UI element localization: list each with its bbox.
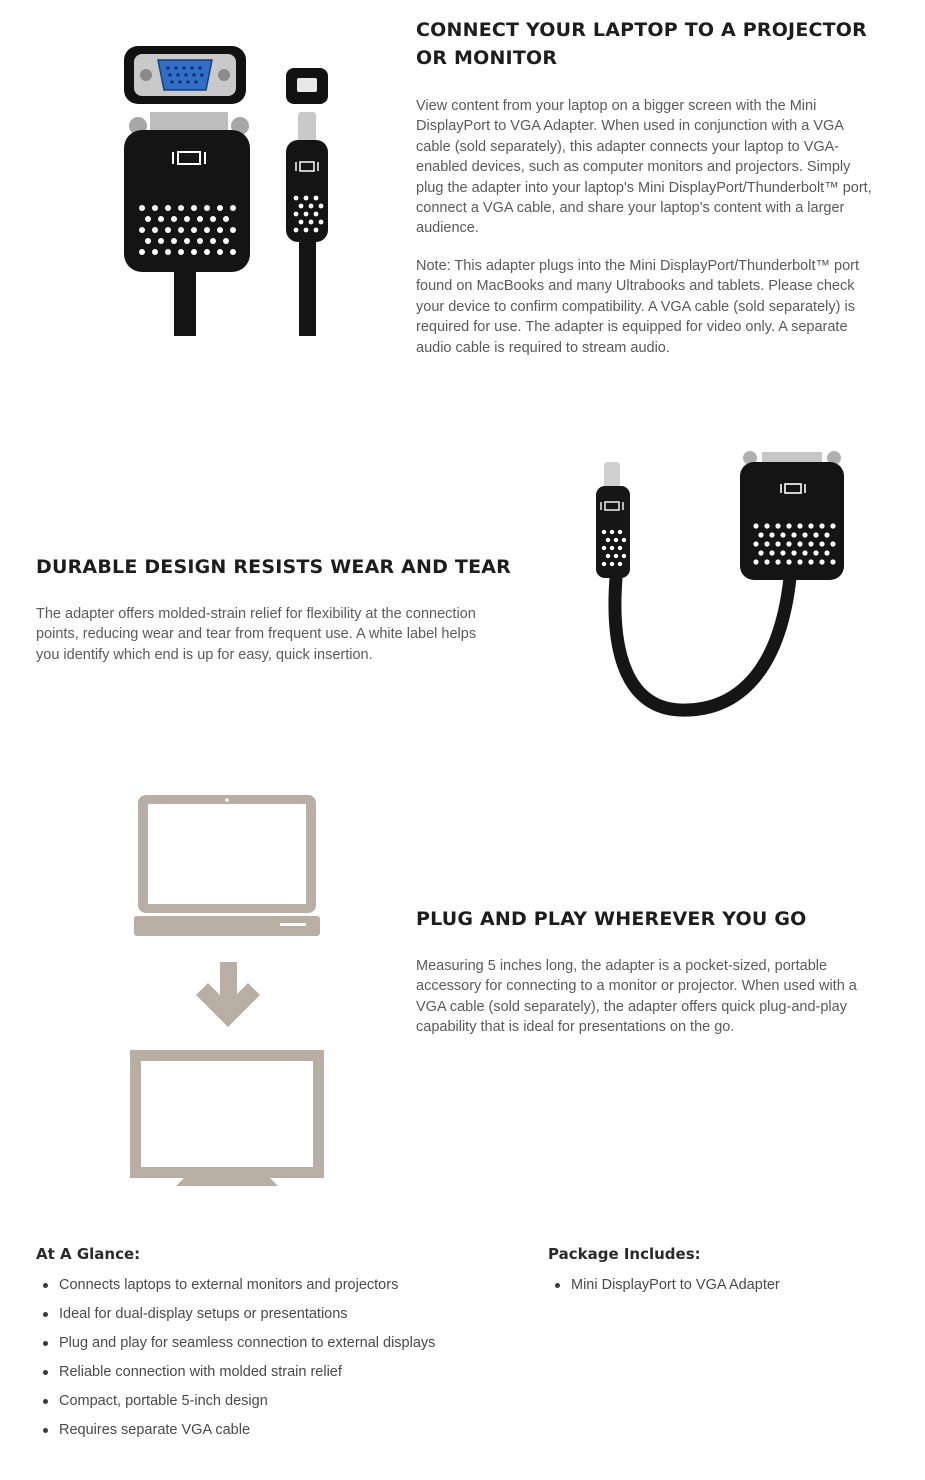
section1-title: CONNECT YOUR LAPTOP TO A PROJECTOR OR MONITOR <box>416 19 867 69</box>
section2-title: DURABLE DESIGN RESISTS WEAR AND TEAR <box>36 556 511 578</box>
list-item: Requires separate VGA cable <box>59 1420 435 1449</box>
section1-paragraph-2: Note: This adapter plugs into the Mini DisplayPort/Thunderbolt™ port found on MacBooks and many Ultrabooks and tablets. Please check your device to confirm compatibility. A VGA cable (sold separately) is required for use. The adapter is equipped for video only. A separate audio cable is required to stream audio. <box>416 258 860 356</box>
list-item: Mini DisplayPort to VGA Adapter <box>571 1275 780 1304</box>
list-item: Connects laptops to external monitors and projectors <box>59 1275 435 1304</box>
section2-paragraph: The adapter offers molded-strain relief for flexibility at the connection points, reducing wear and tear from frequent use. A white label helps you identify which end is up for easy, quick insertion. <box>36 606 477 663</box>
section3-title: PLUG AND PLAY WHEREVER YOU GO <box>416 908 807 930</box>
package-includes-title: Package Includes: <box>548 1245 701 1263</box>
list-item: Reliable connection with molded strain relief <box>59 1362 435 1391</box>
list-item: Plug and play for seamless connection to external displays <box>59 1333 435 1362</box>
package-includes-list <box>548 1275 780 1304</box>
list-item: Compact, portable 5-inch design <box>59 1391 435 1420</box>
section1-paragraph-1: View content from your laptop on a bigger screen with the Mini DisplayPort to VGA Adapter. When used in conjunction with a VGA cable (sold separately), this adapter connects your laptop to VGA-enabled devices, such as computer monitors and projectors. Simply plug the adapter into your laptop's Mini DisplayPort/Thunderbolt™ port, connect a VGA cable, and share your laptop's content with a larger audience. <box>416 98 872 237</box>
laptop-to-monitor-illustration <box>108 790 348 1195</box>
adapter-connectors-closeup-image <box>110 40 350 345</box>
section3-paragraph: Measuring 5 inches long, the adapter is a pocket-sized, portable accessory for connecting to a monitor or projector. When used with a VGA cable (sold separately), the adapter offers quick plug-and-play capability that is ideal for presentations on the go. <box>416 958 857 1036</box>
list-item: Ideal for dual-display setups or presentations <box>59 1304 435 1333</box>
adapter-full-cable-image <box>590 448 860 733</box>
at-a-glance-title: At A Glance: <box>36 1245 141 1263</box>
at-a-glance-list <box>36 1275 435 1449</box>
